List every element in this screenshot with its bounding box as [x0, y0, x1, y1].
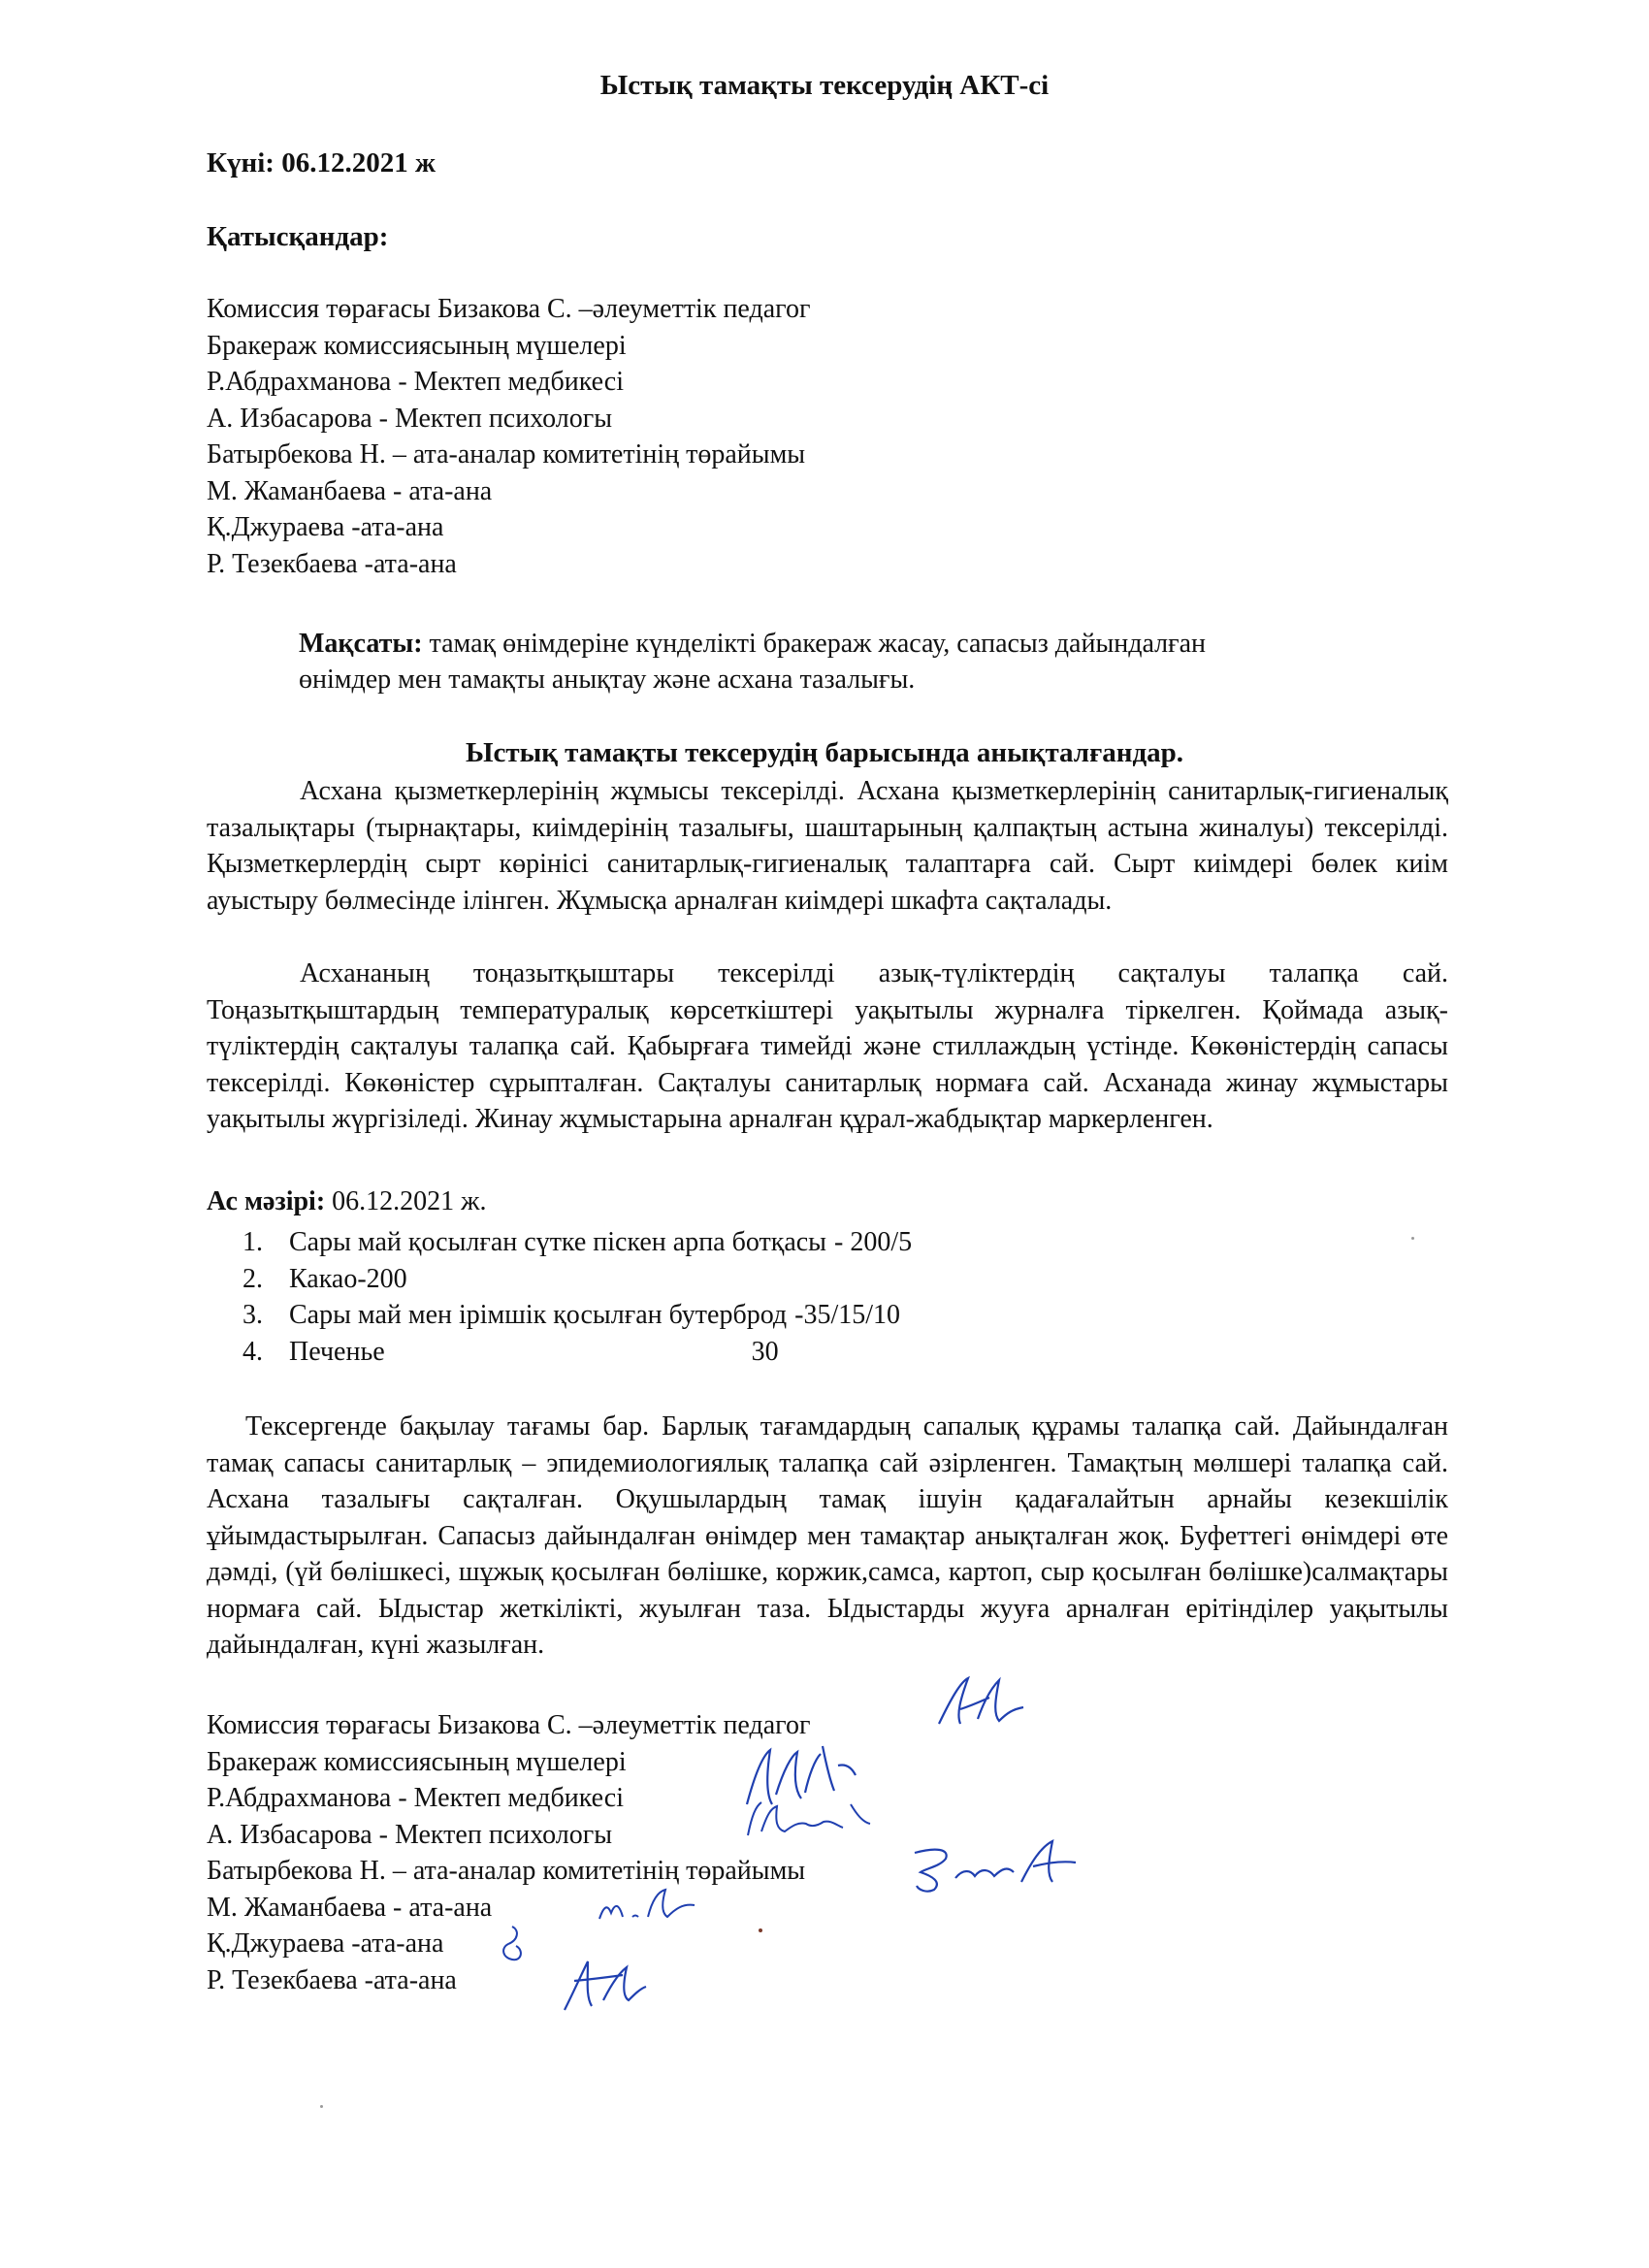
menu-item-number: 2. [242, 1263, 263, 1294]
scan-speck [320, 2105, 323, 2108]
scan-speck [1411, 1237, 1414, 1240]
menu-label: Ас мәзірі: [207, 1186, 326, 1216]
participant-line: Батырбекова Н. – ата-аналар комитетінің төрайымы [207, 439, 806, 470]
participant-line: Қ.Джураева -ата-ана [207, 512, 444, 542]
goal-text: тамақ өнімдеріне күнделікті бракераж жасау, сапасыз дайындалған өнімдер мен тамақты анықтау және асхана тазалығы. [299, 629, 1207, 695]
participant-line: А. Избасарова - Мектеп психологы [207, 403, 613, 434]
participant-line: Р.Абдрахманова - Мектеп медбикесі [207, 367, 624, 397]
participant-line: Бракераж комиссиясының мүшелері [207, 330, 627, 361]
menu-item-quantity: - 200/5 [834, 1227, 913, 1257]
paragraph-text: Тексергенде бақылау тағамы бар. Барлық тағамдардың сапалық құрамы талапқа сай. Дайындалған тамақ сапасы санитарлық – эпидемиологиялық талапқа сай әзірленген. Тамақтың мөлшері талапқа сай. Асхана тазалығы сақталған. Оқушылардың тамақ ішуін қадағалайтын арнайы кезекшілік ұйымдастырылған. Сапасыз дайындалған өнімдер мен тамақтар анықталған жоқ. Буфеттегі өнімдері өте дәмді, (үй бөлішкесі, шұжық қосылған бөлішке, коржик,самса, картоп, сыр қосылған бөлішке)салмақтары нормаға сай. Ыдыстар жеткілікті, жуылған таза. Ыдыстарды жууға арналған ерітінділер уақытылы дайындалған, күні жазылған. [207, 1411, 1448, 1660]
signature-bizakova [931, 1670, 1038, 1738]
menu-item-number: 3. [242, 1300, 263, 1330]
menu-item-quantity: -35/15/10 [794, 1300, 901, 1330]
participants-list [207, 291, 810, 582]
document-title: Ыстық тамақты тексерудің АКТ-сі [599, 70, 1050, 101]
scan-speck [759, 1928, 762, 1932]
signatory-line: Р. Тезекбаева -ата-ана [207, 1964, 457, 1995]
menu-date: 06.12.2021 ж. [325, 1186, 487, 1216]
paragraph-text: Асхана қызметкерлерінің жұмысы тексерілді. Асхана қызметкерлерінің санитарлық-гигиеналық тазалықтары (тырнақтары, киімдерінің тазалығы, шаштарының қалпақтың астына жиналуы) тексерілді. Қызметкерлердің сырт көрінісі санитарлық-гигиеналық талаптарға сай. Сырт киімдері бөлек киім ауыстыру бөлмесінде ілінген. Жұмысқа арналған киімдері шкафта сақталады. [207, 776, 1448, 916]
menu-item [242, 1297, 912, 1334]
conclusion-paragraph [207, 1409, 1448, 1664]
findings-heading: Ыстық тамақты тексерудің барысында анықталғандар. [465, 737, 1184, 768]
signature-batyrbekova [907, 1833, 1082, 1901]
goal-label: Мақсаты: [299, 629, 423, 659]
participant-line: Комиссия төрағасы Бизакова С. –әлеуметтік педагог [207, 294, 811, 324]
participant-line: Р. Тезекбаева -ата-ана [207, 548, 457, 579]
findings-paragraph-1 [207, 773, 1448, 919]
menu-item-number: 4. [242, 1336, 263, 1367]
participants-heading: Қатысқандар: [207, 221, 389, 252]
paragraph-text: Асхананың тоңазытқыштары тексерілді азық-түліктердің сақталуы талапқа сай. Тоңазытқыштардың температуралық көрсеткіштері уақытылы журналға тіркелген. Қоймада азық-түліктердің сақталуы талапқа сай. Қабырғаға тимейді және стиллаждың үстінде. Көкөністердің сапасы тексерілді. Көкөністер сұрыпталған. Сақталуы санитарлық нормаға сай. Асханада жинау жұмыстары уақытылы жүргізіледі. Жинау жұмыстарына арналған құрал-жабдықтар маркерленген. [207, 958, 1448, 1134]
menu-item-name: Сары май қосылған сүтке піскен арпа ботқасы [289, 1227, 826, 1257]
menu-item [242, 1334, 912, 1371]
goal-paragraph [299, 626, 1269, 697]
menu-item-number: 1. [242, 1227, 263, 1257]
signatory-line: Батырбекова Н. – ата-аналар комитетінің төрайымы [207, 1856, 806, 1886]
menu-item-name: Какао-200 [289, 1263, 407, 1294]
signatory-line: Бракераж комиссиясының мүшелері [207, 1746, 627, 1777]
signatory-line: Комиссия төрағасы Бизакова С. –әлеуметтік педагог [207, 1710, 811, 1740]
participant-line: М. Жаманбаева - ата-ана [207, 475, 493, 506]
date-line: Күні: 06.12.2021 ж [207, 147, 436, 178]
signatory-line: М. Жаманбаева - ата-ана [207, 1892, 493, 1923]
menu-heading [207, 1186, 487, 1217]
signature-zhamanbaeva [594, 1884, 700, 1932]
signatory-line: Р.Абдрахманова - Мектеп медбикесі [207, 1783, 624, 1813]
menu-item-quantity: 30 [751, 1336, 779, 1367]
menu-item [242, 1224, 912, 1261]
menu-item [242, 1261, 912, 1298]
findings-paragraph-2 [207, 956, 1448, 1138]
signature-izbasarova [742, 1797, 888, 1845]
menu-list [242, 1224, 912, 1370]
signature-tezekbaeva [555, 1952, 652, 2020]
menu-item-name: Печенье [289, 1336, 385, 1367]
signatory-line: Қ.Джураева -ата-ана [207, 1928, 444, 1959]
signature-dzhuraeva [493, 1921, 532, 1969]
menu-item-name: Сары май мен ірімшік қосылған бутерброд [289, 1300, 788, 1330]
signatory-line: А. Избасарова - Мектеп психологы [207, 1819, 613, 1850]
